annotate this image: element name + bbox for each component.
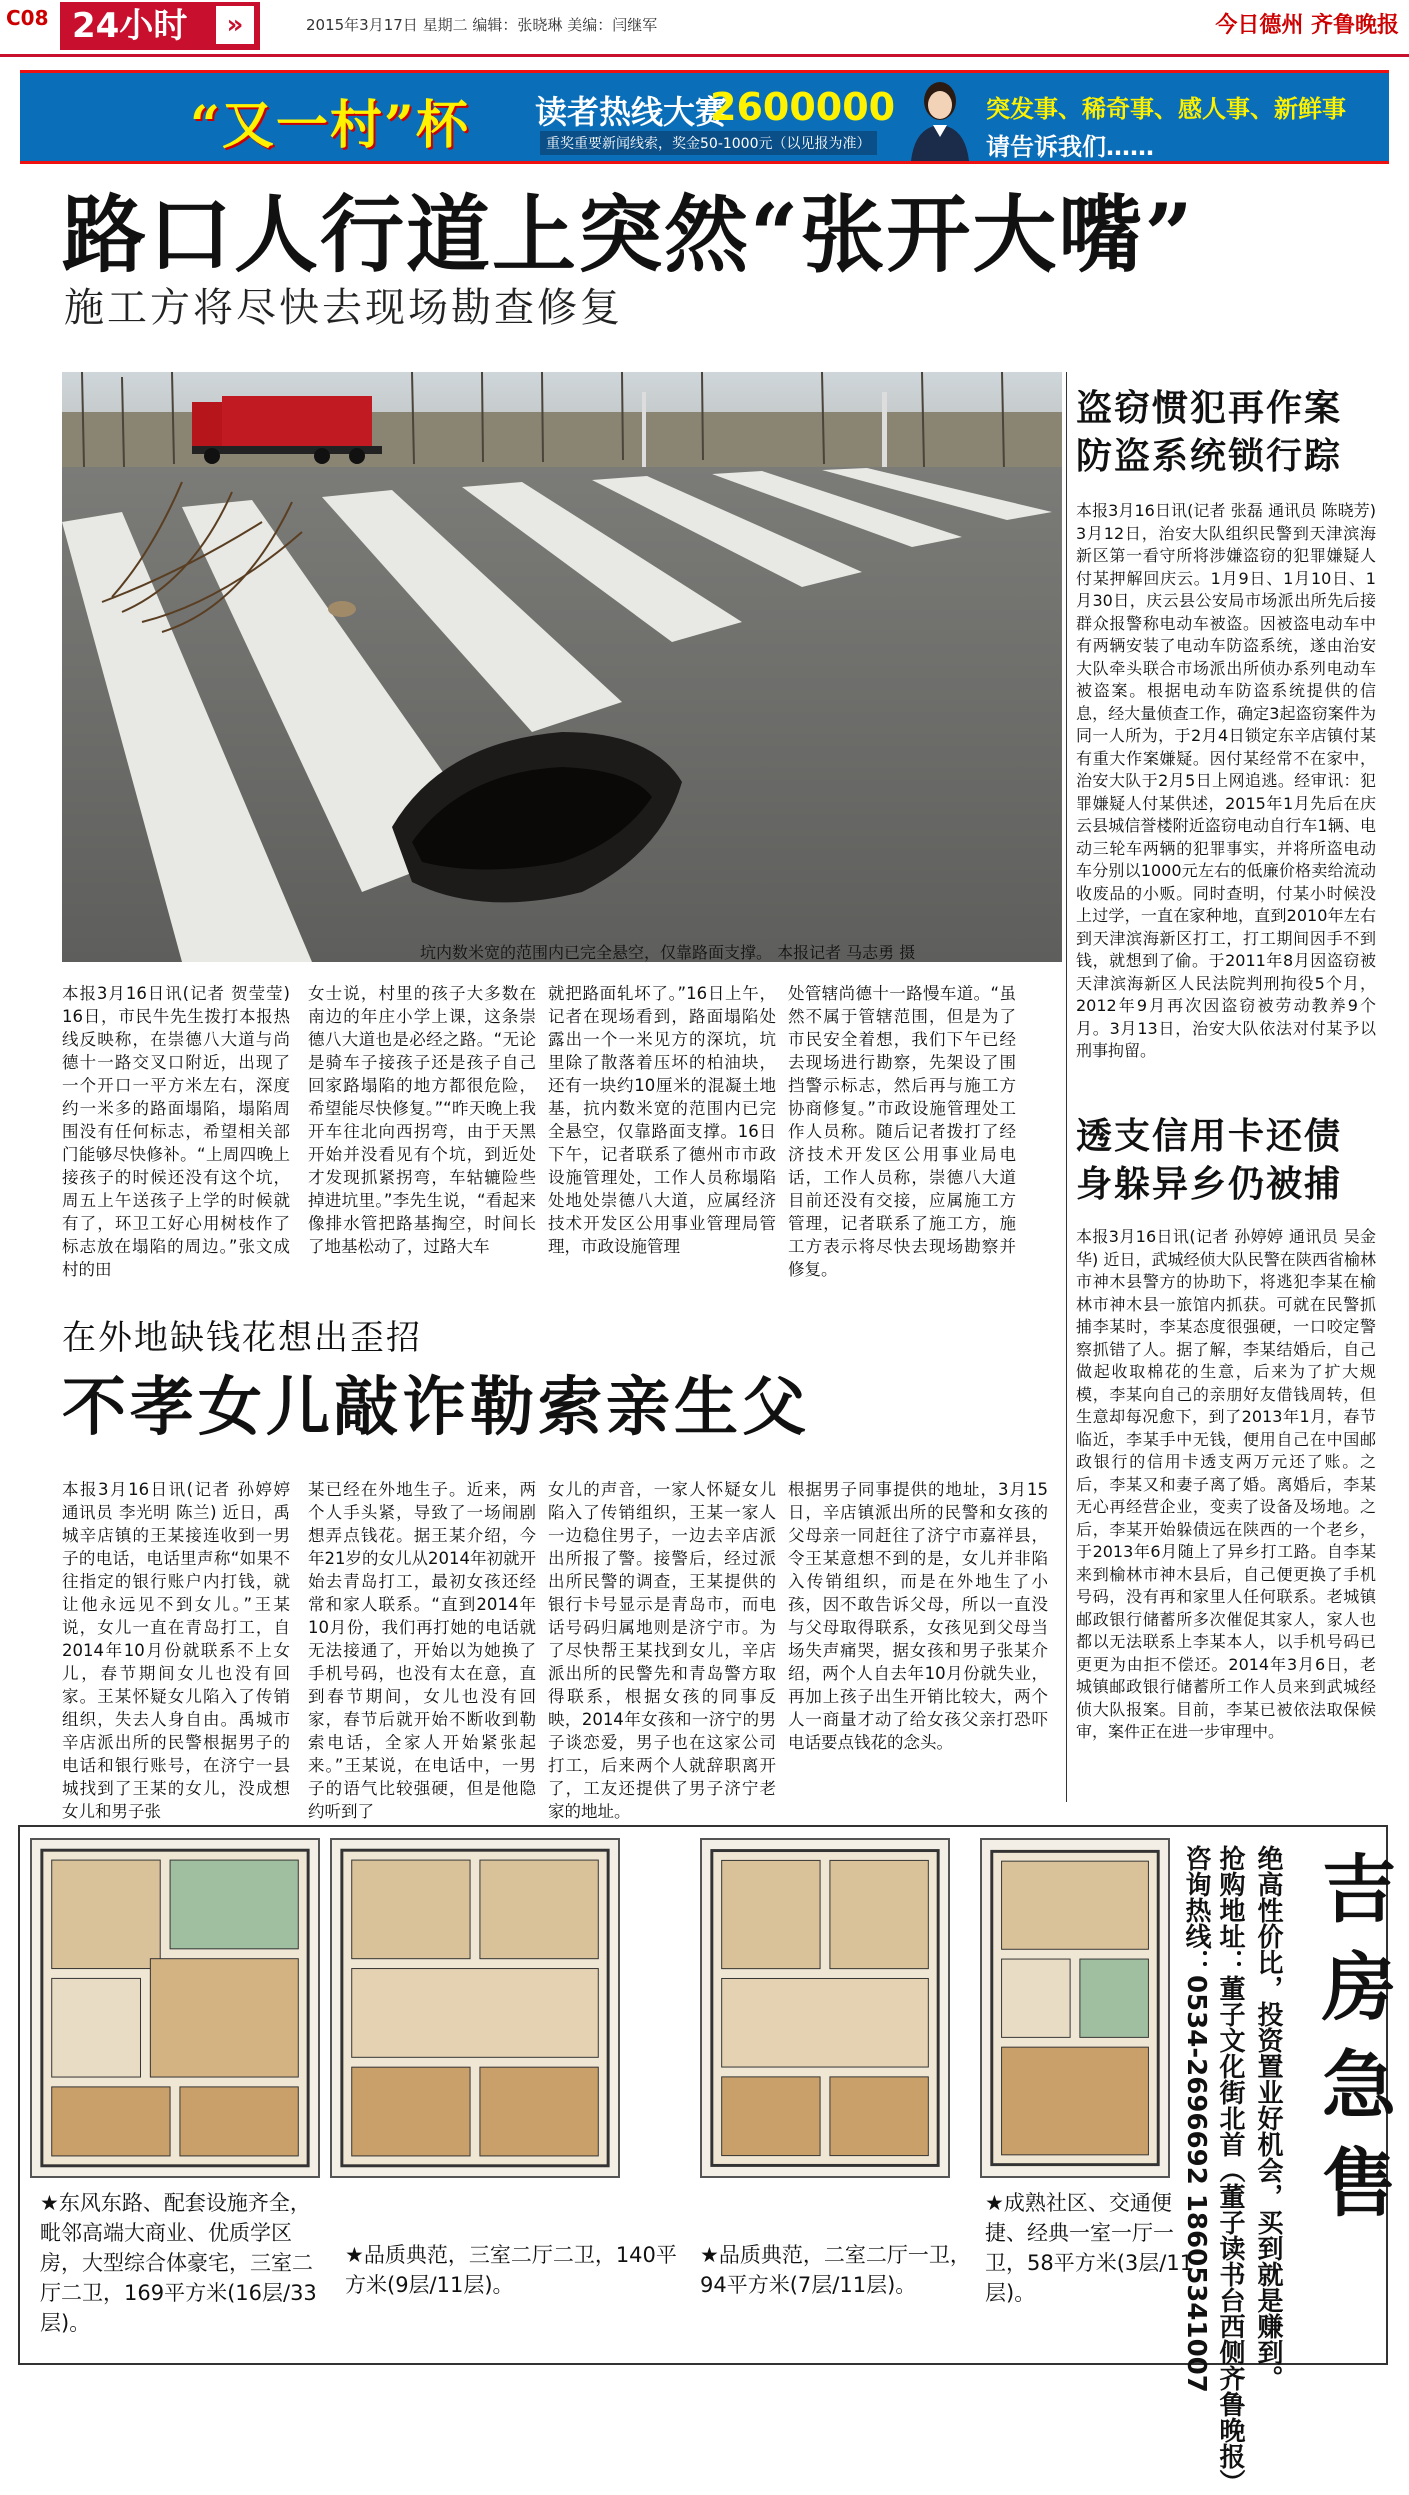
designer: 美编：闫继军 xyxy=(567,16,658,34)
floor-plan-4 xyxy=(980,1838,1170,2178)
double-chevron-icon: » xyxy=(216,6,254,44)
article2-kicker: 在外地缺钱花想出歪招 xyxy=(62,1318,422,1358)
page-number: C08 xyxy=(6,6,49,30)
banner-number: 2600000 xyxy=(710,85,896,129)
date: 2015年3月17日 xyxy=(306,16,418,34)
article1-subhead: 施工方将尽快去现场勘查修复 xyxy=(64,285,623,331)
floor-plan-3-caption: ★品质典范，二室二厅一卫，94平方米(7层/11层)。 xyxy=(700,2243,971,2297)
masthead xyxy=(0,0,1409,56)
article1-column-3: 就把路面轧坏了。”16日上午，记者在现场看到，路面塌陷处露出一个一米见方的深坑，坑里除了散落着压坏的柏油块，还有一块约10厘米的混凝土地基，抗内数米宽的范围内已完全悬空，仅靠路面支撑。16日下午，记者联系了德州市市政设施管理处，工作人员称塌陷处地处崇德八大道，应属经济技术开发区公用事业管理局管理，市政设施管理 xyxy=(548,984,776,1256)
weekday: 星期二 xyxy=(422,16,468,34)
brand-logo: 今日德州 齐鲁晚报 xyxy=(1215,13,1399,38)
article1-headline: 路口人行道上突然“张开大嘴” xyxy=(62,185,1195,284)
ad-hotline: 咨询热线：0534-2696692 18605341007 xyxy=(1181,1845,1211,2393)
ad-slogan: 绝高性价比，投资置业好机会，买到就是赚到。 xyxy=(1253,1845,1283,2391)
article2-headline: 不孝女儿敲诈勒索亲生父 xyxy=(62,1370,810,1445)
article2-column-2: 某已经在外地生子。近来，两个人手头紧，导致了一场闹剧想弄点钱花。据王某介绍，今年21岁的女儿从2014年初就开始去青岛打工，最初女孩还经常和家人联系。“直到2014年10月份，我们再打她的电话就无法接通了，开始以为她换了手机号码，也没有太在意，直到春节期间，女儿也没有回家，春节后就开始不断收到勒索电话，全家人开始紧张起来。”王某说，在电话中，一男子的语气比较强硬，但是他隐约听到了 xyxy=(308,1480,536,1821)
ad-address: 抢购地址：董子文化街北首（董子读书台西侧齐鲁晚报） xyxy=(1215,1845,1245,2495)
article2-column-3: 女儿的声音，一家人怀疑女儿陷入了传销组织，王某一家人一边稳住男子，一边去辛店派出所报了警。接警后，经过派出所民警的调查，王某提供的银行卡号显示是青岛市，而电话号码归属地则是济宁市。为了尽快帮王某找到女儿，辛店派出所的民警先和青岛警方取得联系，根据女孩的同事反映，2014年女孩和一济宁的男子谈恋爱，男子也在这家公司打工，后来两个人就辞职离开了，工友还提供了男子济宁老家的地址。 xyxy=(548,1480,776,1821)
ad-title: 吉房急售 xyxy=(1310,1850,1396,2242)
operator-person-icon xyxy=(905,77,975,161)
banner-subtitle: 重奖重要新闻线索，奖金50-1000元（以见报为准） xyxy=(540,131,877,155)
banner-tagline-1: 突发事、稀奇事、感人事、新鲜事 xyxy=(986,95,1346,123)
right-article2-headline-2: 身躲异乡仍被捕 xyxy=(1076,1163,1343,1205)
floor-plan-1 xyxy=(30,1838,320,2178)
banner-cup: “又一村”杯 xyxy=(190,95,470,156)
banner-tagline-2: 请告诉我们…… xyxy=(986,133,1154,161)
floor-plan-1-caption: ★东风东路、配套设施齐全，毗邻高端大商业、优质学区房，大型综合体豪宅，三室二厅二卫，169平方米(16层/33层)。 xyxy=(40,2191,317,2335)
right-article1-headline-1: 盗窃惯犯再作案 xyxy=(1076,387,1343,429)
floor-plan-3 xyxy=(700,1838,950,2178)
road-collapse-photo xyxy=(62,372,1062,962)
section-title: 24小时 xyxy=(60,2,260,50)
right-article2-headline-1: 透支信用卡还债 xyxy=(1076,1115,1343,1157)
article1-column-4: 处管辖尚德十一路慢车道。“虽然不属于管辖范围，但是为了市民安全着想，我们下午已经去现场进行勘察，先架设了围挡警示标志，然后再与施工方协商修复。”市政设施管理处工作人员称。随后记者拨打了经济技术开发区公用事业局电话，工作人员称，崇德八大道目前还没有交接，应属施工方管理，记者联系了施工方，施工方表示将尽快去现场勘察并修复。 xyxy=(788,984,1016,1279)
right-article1-body: 本报3月16日讯(记者 张磊 通讯员 陈晓芳) 3月12日，治安大队组织民警到天津滨海新区第一看守所将涉嫌盗窃的犯罪嫌疑人付某押解回庆云。1月9日、1月10日、1月30日，庆云县公安局市场派出所先后接群众报警称电动车被盗。因被盗电动车中有两辆安装了电动车防盗系统，遂由治安大队牵头联合市场派出所侦办系列电动车被盗案。根据电动车防盗系统提供的信息，经大量侦查工作，确定3起盗窃案件为同一人所为，于2月4日锁定东辛店镇付某有重大作案嫌疑。因付某经常不在家中，治安大队于2月5日上网追逃。经审讯：犯罪嫌疑人付某供述，2015年1月先后在庆云县城信誉楼附近盗窃电动自行车1辆、电动三轮车两辆的犯罪事实，并将所盗电动车分别以1000元左右的低廉价格卖给流动收废品的小贩。同时查明，付某小时候没上过学，一直在家种地，直到2010年左右到天津滨海新区打工，打工期间因手不到钱，就想到了偷。于2011年8月因盗窃被天津滨海新区人民法院判刑拘役5个月，2012年9月再次因盗窃被劳动教养9个月。3月13日，治安大队依法对付某予以刑事拘留。 xyxy=(1076,501,1376,1060)
right-article1-headline-2: 防盗系统锁行踪 xyxy=(1076,435,1343,477)
hotline-banner xyxy=(20,70,1389,164)
article1-column-1: 本报3月16日讯(记者 贺莹莹) 16日，市民牛先生拨打本报热线反映称，在崇德八大道与尚德十一路交叉口附近，出现了一个开口一平方米左右，深度约一米多的路面塌陷，塌陷周围没有任何标志，希望相关部门能够尽快修补。“上周四晚上接孩子的时候还没有这个坑，周五上午送孩子上学的时候就有了，环卫工好心用树枝作了标志放在塌陷的周边。”张文成村的田 xyxy=(62,984,290,1279)
photo-caption: 坑内数米宽的范围内已完全悬空，仅靠路面支撑。 本报记者 马志勇 摄 xyxy=(420,943,916,962)
article2-column-1: 本报3月16日讯(记者 孙婷婷 通讯员 李光明 陈兰) 近日，禹城辛店镇的王某接连收到一男子的电话，电话里声称“如果不往指定的银行账户内打钱，就让他永远见不到女儿。”王某说，女儿一直在青岛打工，自2014年10月份就联系不上女儿，春节期间女儿也没有回家。王某怀疑女儿陷入了传销组织，失去人身自由。禹城市辛店派出所的民警根据男子的电话和银行账号，在济宁一县城找到了王某的女儿，没成想女儿和男子张 xyxy=(62,1480,290,1821)
floor-plan-4-caption: ★成熟社区、交通便捷、经典一室一厅一卫，58平方米(3层/11层)。 xyxy=(985,2191,1194,2305)
right-article2-body: 本报3月16日讯(记者 孙婷婷 通讯员 吴金华) 近日，武城经侦大队民警在陕西省榆林市神木县警方的协助下，将逃犯李某在榆林市神木县一旅馆内抓获。可就在民警抓捕李某时，李某态度很强硬，一口咬定警察抓错了人。据了解，李某结婚后，自己做起收取棉花的生意，后来为了扩大规模，李某向自己的亲朋好友借钱周转，但生意却每况愈下，到了2013年1月，春节临近，李某手中无钱，便用自己在中国邮政银行的信用卡透支两万元还了账。之后，李某又和妻子离了婚。离婚后，李某无心再经营企业，变卖了设备及场地。之后，李某开始躲债远在陕西的一个老乡，于2013年6月随上了异乡打工路。自李某来到榆林市神木县后，自己便更换了手机号码，没有再和家里人任何联系。老城镇邮政银行储蓄所多次催促其家人，家人也都以无法联系上李某本人，以手机号码已更更为由拒不偿还。2014年3月6日，老城镇邮政银行储蓄所工作人员来到武城经侦大队报案。目前，李某已被依法取保候审，案件正在进一步审理中。 xyxy=(1076,1227,1376,1741)
column-divider xyxy=(1066,372,1067,1802)
floor-plan-2-caption: ★品质典范，三室二厅二卫，140平方米(9层/11层)。 xyxy=(345,2243,677,2297)
floor-plan-2 xyxy=(330,1838,620,2178)
date-line xyxy=(306,14,657,35)
top-rule xyxy=(0,54,1409,57)
banner-contest: 读者热线大赛 xyxy=(535,93,728,131)
article1-column-2: 女士说，村里的孩子大多数在南边的年庄小学上课，这条崇德八大道也是必经之路。“无论是骑车子接孩子还是孩子自己回家路塌陷的地方都很危险，希望能尽快修复。”“昨天晚上我开车往北向西拐弯，由于天黑开始并没看见有个坑，到近处才发现抓紧拐弯，车轱辘险些掉进坑里。”李先生说，“看起来像排水管把路基掏空，时间长了地基松动了，过路大车 xyxy=(308,984,536,1256)
editor: 编辑：张晓琳 xyxy=(472,16,563,34)
article2-column-4: 根据男子同事提供的地址，3月15日，辛店镇派出所的民警和女孩的父母亲一同赶往了济宁市嘉祥县，令王某意想不到的是，女儿并非陷入传销组织，而是在外地生了小孩，因不敢告诉父母，所以一直没与父母取得联系，女孩见到父母当场失声痛哭，据女孩和男子张某介绍，两个人自去年10月份就失业，再加上孩子出生开销比较大，两个人一商量才动了给女孩父亲打恐吓电话要点钱花的念头。 xyxy=(788,1480,1048,1752)
